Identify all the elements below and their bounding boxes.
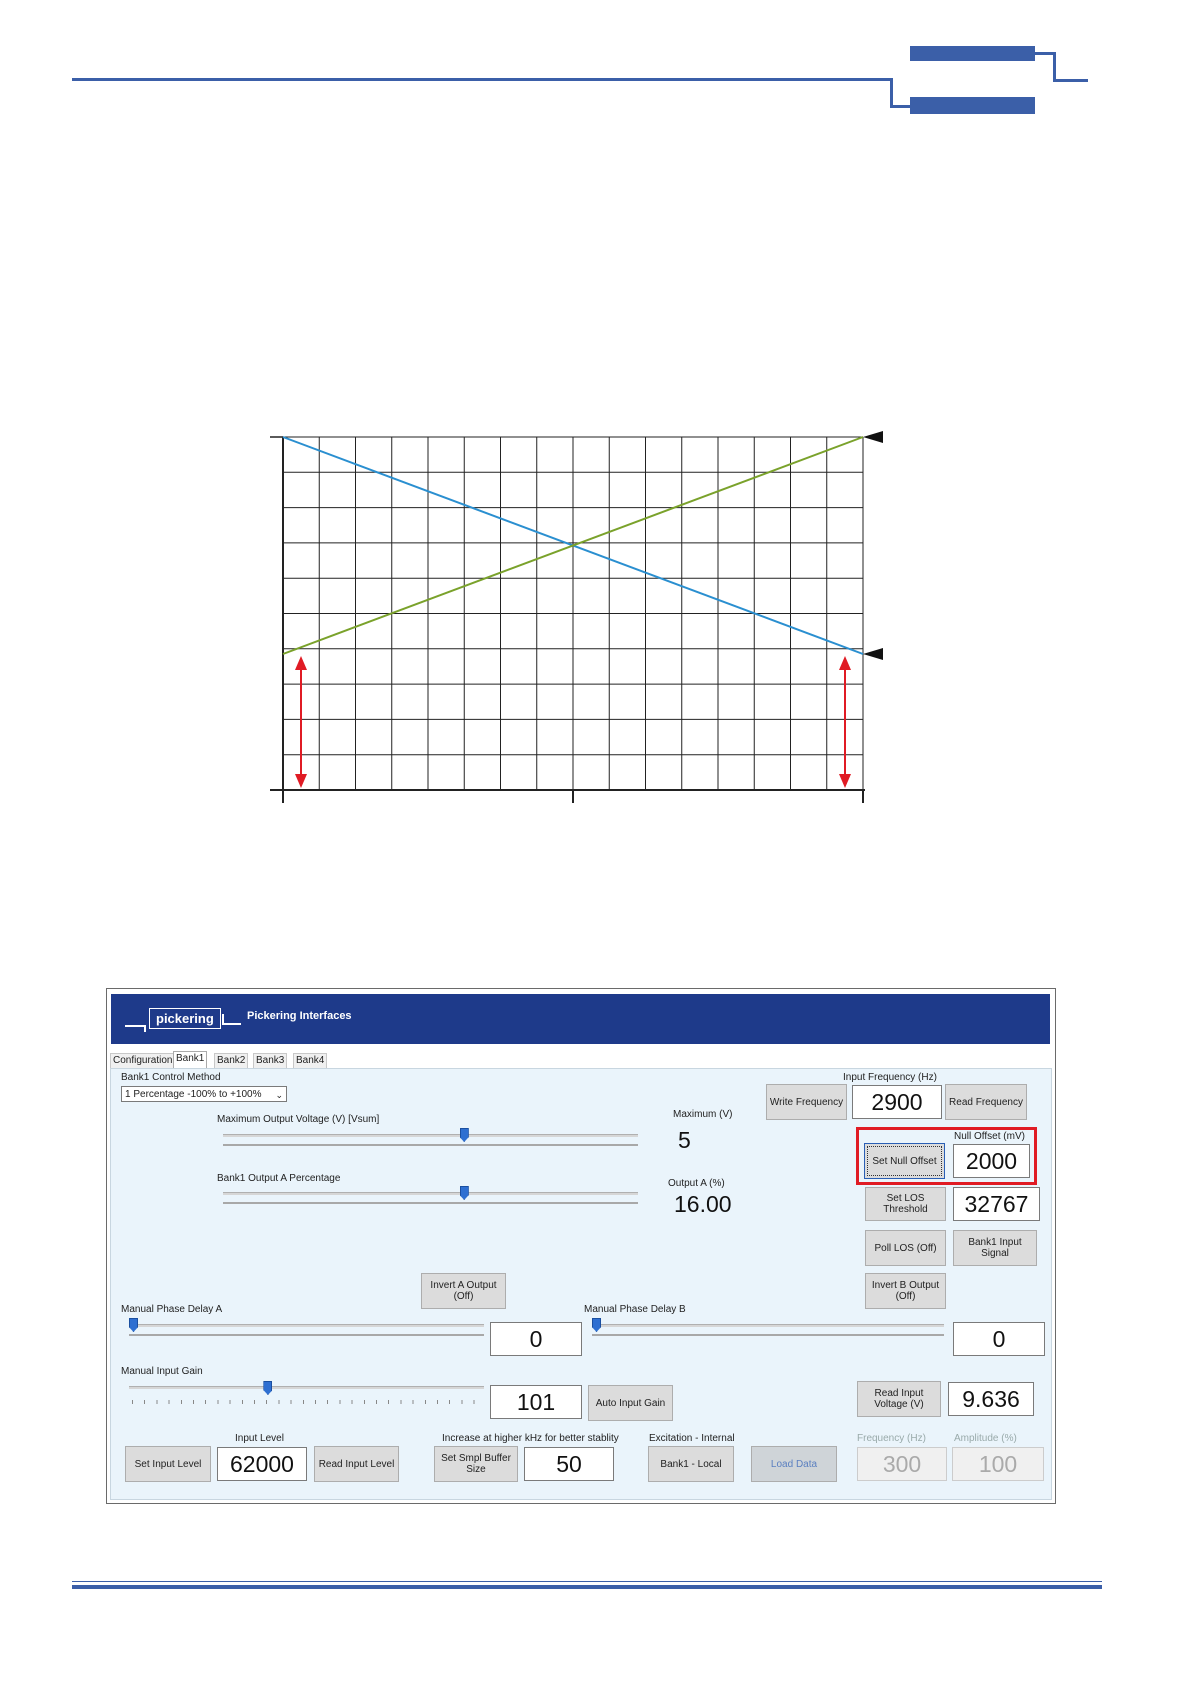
marker-top-right <box>863 431 883 443</box>
phase-b-track-base <box>592 1334 944 1336</box>
tab-bank2[interactable]: Bank2 <box>214 1053 248 1068</box>
bank1-local-button[interactable]: Bank1 - Local <box>648 1446 734 1482</box>
auto-input-gain-button[interactable]: Auto Input Gain <box>588 1385 673 1421</box>
buffer-size-field[interactable]: 50 <box>524 1447 614 1481</box>
maximum-value: 5 <box>678 1127 691 1153</box>
phase-delay-a-field[interactable]: 0 <box>490 1322 582 1356</box>
input-voltage-field[interactable]: 9.636 <box>948 1382 1034 1416</box>
marker-mid-right <box>863 648 883 660</box>
output-a-value: 16.00 <box>674 1191 732 1217</box>
phase-b-track <box>592 1324 944 1327</box>
input-frequency-label: Input Frequency (Hz) <box>843 1072 937 1083</box>
input-gain-ticks <box>132 1400 482 1404</box>
chart-grid <box>283 437 863 790</box>
output-a-track <box>223 1192 638 1195</box>
excitation-label: Excitation - Internal <box>649 1433 735 1444</box>
phase-delay-b-field[interactable]: 0 <box>953 1322 1045 1356</box>
amplitude-label: Amplitude (%) <box>954 1433 1017 1444</box>
control-method-value: 1 Percentage -100% to +100% <box>125 1089 262 1100</box>
invert-b-output-button[interactable]: Invert B Output (Off) <box>865 1273 946 1309</box>
input-level-field[interactable]: 62000 <box>217 1447 307 1481</box>
null-offset-label: Null Offset (mV) <box>954 1131 1025 1142</box>
control-method-select[interactable] <box>121 1086 287 1102</box>
tab-bank1[interactable]: Bank1 <box>173 1051 207 1069</box>
poll-los-button[interactable]: Poll LOS (Off) <box>865 1230 946 1266</box>
set-los-threshold-button[interactable]: Set LOS Threshold <box>865 1187 946 1221</box>
null-offset-field[interactable]: 2000 <box>953 1144 1030 1178</box>
phase-delay-a-slider[interactable] <box>129 1318 138 1332</box>
write-frequency-button[interactable]: Write Frequency <box>766 1084 847 1120</box>
max-output-voltage-label: Maximum Output Voltage (V) [Vsum] <box>217 1114 380 1125</box>
red-arrow-left <box>295 656 307 788</box>
tab-bank3[interactable]: Bank3 <box>253 1053 287 1068</box>
frequency-field[interactable]: 300 <box>857 1447 947 1481</box>
read-frequency-button[interactable]: Read Frequency <box>945 1084 1027 1120</box>
read-input-level-button[interactable]: Read Input Level <box>314 1446 399 1482</box>
app-window <box>106 988 1056 1504</box>
input-gain-slider[interactable] <box>263 1381 272 1395</box>
red-arrow-right <box>839 656 851 788</box>
max-voltage-track-base <box>223 1144 638 1146</box>
invert-a-output-button[interactable]: Invert A Output (Off) <box>421 1273 506 1309</box>
output-a-track-base <box>223 1202 638 1204</box>
bank1-panel <box>110 1068 1052 1500</box>
phase-a-track-base <box>129 1334 484 1336</box>
output-a-label: Output A (%) <box>668 1178 725 1189</box>
tab-configuration[interactable]: Configuration <box>110 1053 175 1068</box>
load-data-button[interactable]: Load Data <box>751 1446 837 1482</box>
input-gain-track <box>129 1386 484 1389</box>
output-chart <box>255 420 895 820</box>
set-smpl-buffer-button[interactable]: Set Smpl Buffer Size <box>434 1446 518 1482</box>
max-voltage-slider[interactable] <box>460 1128 469 1142</box>
tab-bank4[interactable]: Bank4 <box>293 1053 327 1068</box>
phase-delay-b-label: Manual Phase Delay B <box>584 1304 686 1315</box>
output-a-slider[interactable] <box>460 1186 469 1200</box>
output-a-percentage-label: Bank1 Output A Percentage <box>217 1173 341 1184</box>
logo-text: pickering <box>149 1008 221 1029</box>
read-input-voltage-button[interactable]: Read Input Voltage (V) <box>857 1381 941 1417</box>
los-threshold-field[interactable]: 32767 <box>953 1187 1040 1221</box>
phase-a-track <box>129 1324 484 1327</box>
chevron-down-icon: ⌄ <box>275 1090 283 1100</box>
set-null-offset-button[interactable]: Set Null Offset <box>864 1143 945 1179</box>
amplitude-field[interactable]: 100 <box>952 1447 1044 1481</box>
control-method-label: Bank1 Control Method <box>121 1072 221 1083</box>
input-level-label: Input Level <box>235 1433 284 1444</box>
buffer-hint-label: Increase at higher kHz for better stablity <box>442 1433 619 1444</box>
banner-title: Pickering Interfaces <box>247 1010 352 1022</box>
app-banner <box>111 994 1050 1044</box>
maximum-label: Maximum (V) <box>673 1109 733 1120</box>
set-input-level-button[interactable]: Set Input Level <box>125 1446 211 1482</box>
frequency-label: Frequency (Hz) <box>857 1433 926 1444</box>
input-gain-field[interactable]: 101 <box>490 1385 582 1419</box>
input-frequency-field[interactable]: 2900 <box>852 1085 942 1119</box>
max-voltage-track <box>223 1134 638 1137</box>
input-gain-label: Manual Input Gain <box>121 1366 203 1377</box>
bank1-input-signal-button[interactable]: Bank1 Input Signal <box>953 1230 1037 1266</box>
phase-delay-b-slider[interactable] <box>592 1318 601 1332</box>
phase-delay-a-label: Manual Phase Delay A <box>121 1304 223 1315</box>
